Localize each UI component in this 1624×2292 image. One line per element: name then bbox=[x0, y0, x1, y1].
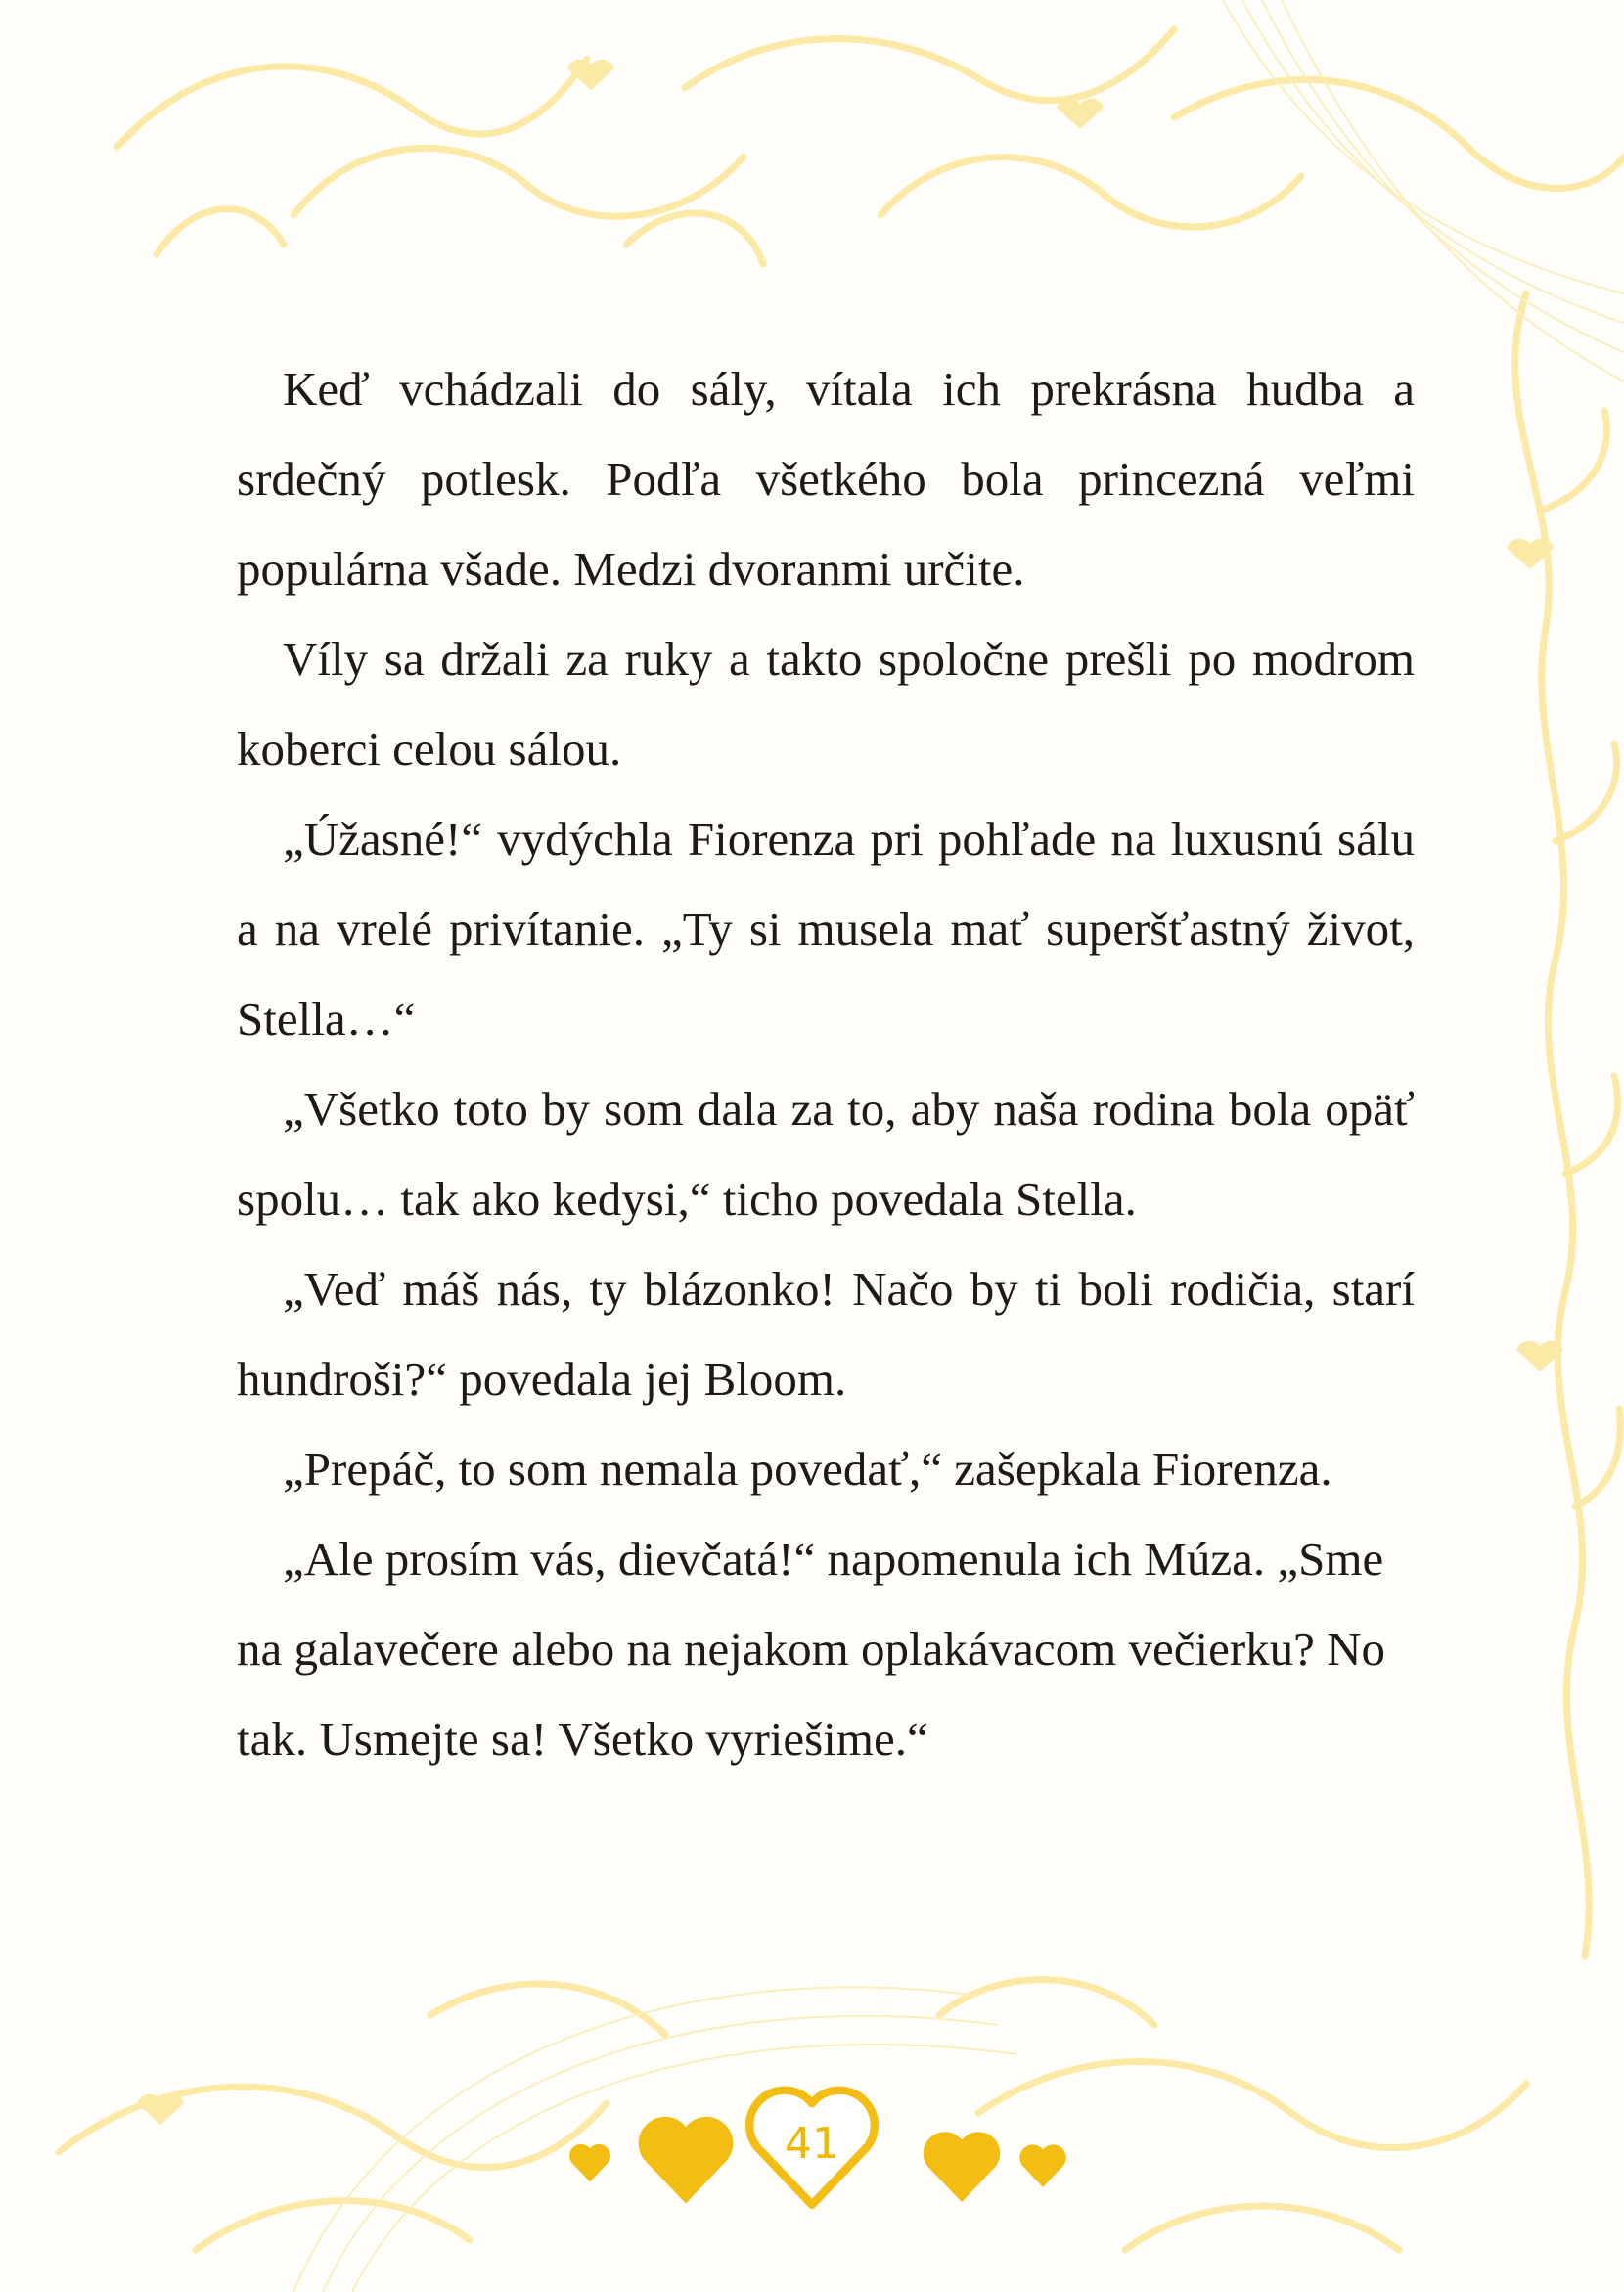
paragraph: „Ale prosím vás, dievčatá!“ napomenula ich Múza. „Sme na galavečere alebo na nejakom oplakávacom večierku? No tak. Usmejte sa! Všetko vyriešime.“ bbox=[237, 1532, 1386, 1766]
paragraph: Keď vchádzali do sály, vítala ich prekrásna hudba a srdečný potlesk. Podľa všetkého bola princezná veľmi populárna všade. Medzi dvoranmi určite. bbox=[237, 362, 1415, 596]
paragraph: „Všetko toto by som dala za to, aby naša rodina bola opäť spolu… tak ako kedysi,“ ticho povedala Stella. bbox=[237, 1082, 1415, 1226]
paragraph: „Veď máš nás, ty blázonko! Načo by ti boli rodičia, starí hundroši?“ povedala jej Bloom. bbox=[237, 1262, 1415, 1406]
heart-icon bbox=[1017, 2140, 1068, 2191]
page-number-label: 41 bbox=[785, 2119, 839, 2169]
paragraph: Víly sa držali za ruky a takto spoločne prešli po modrom koberci celou sálou. bbox=[237, 632, 1415, 776]
page-number bbox=[744, 2074, 880, 2221]
chapter-text bbox=[237, 344, 1415, 1784]
paragraph: „Úžasné!“ vydýchla Fiorenza pri pohľade na luxusnú sálu a na vrelé privítanie. „Ty si musela mať superšťastný život, Stella…“ bbox=[237, 812, 1415, 1046]
heart-icon bbox=[920, 2125, 1004, 2209]
paragraph: „Prepáč, to som nemala povedať,“ zašepkala Fiorenza. bbox=[283, 1442, 1332, 1496]
heart-icon bbox=[634, 2108, 738, 2212]
heart-icon bbox=[567, 2140, 612, 2185]
